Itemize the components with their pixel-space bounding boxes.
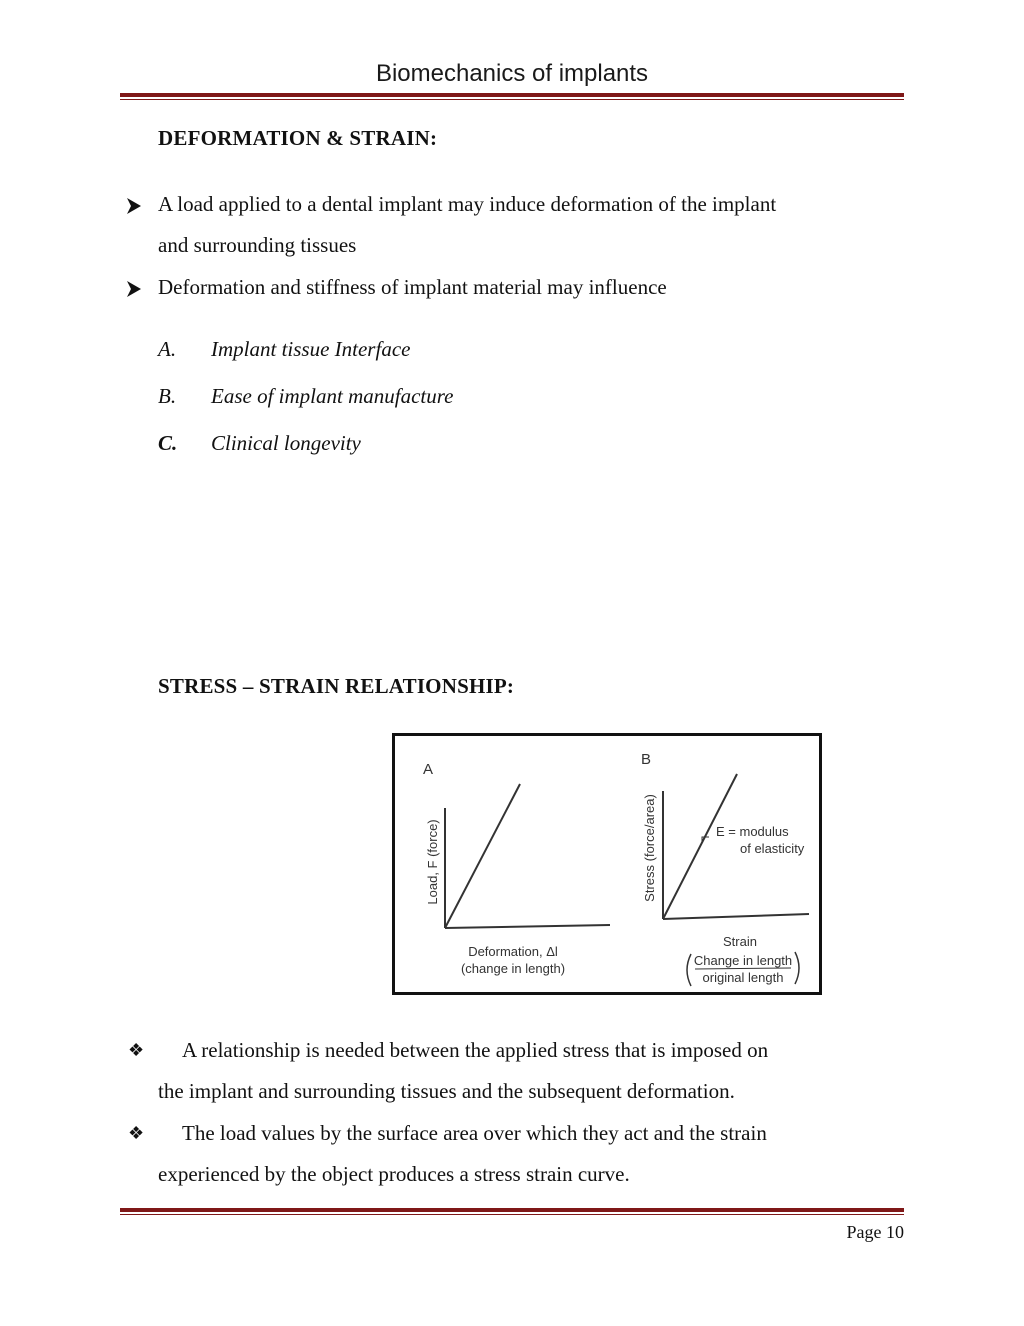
modulus-annotation: E = modulus — [716, 824, 789, 839]
elasticity-annotation: of elasticity — [740, 841, 805, 856]
list-item-c: Clinical longevity — [211, 431, 361, 455]
page-number: Page 10 — [846, 1222, 904, 1242]
panel-b-x-axis — [663, 914, 809, 919]
bullet4-line2: experienced by the object produces a stress strain curve. — [158, 1162, 630, 1186]
header-rule — [120, 93, 904, 100]
diamond-bullet-icon: ❖ — [128, 1040, 145, 1060]
panel-b-xlabel: Strain — [723, 934, 757, 949]
deformation-heading: DEFORMATION & STRAIN: — [158, 126, 438, 150]
list-item-b: Ease of implant manufacture — [211, 384, 454, 408]
bullet3-line2: the implant and surrounding tissues and the subsequent deformation. — [158, 1079, 735, 1103]
panel-a-xlabel: Deformation, Δl — [468, 944, 558, 959]
stress-strain-heading: STRESS – STRAIN RELATIONSHIP: — [158, 674, 515, 698]
header-title: Biomechanics of implants — [375, 60, 649, 87]
list-letter-c: C. — [158, 431, 178, 455]
list-item-a: Implant tissue Interface — [211, 337, 411, 361]
fraction-bar — [695, 968, 791, 969]
panel-a-xlabel-sub: (change in length) — [460, 961, 566, 976]
panel-b-denominator: original length — [702, 970, 784, 985]
panel-b-label: B — [641, 751, 652, 768]
panel-b-numerator: Change in length — [693, 953, 793, 968]
bullet1-line1: A load applied to a dental implant may induce deformation of the implant — [158, 192, 777, 216]
diamond-bullet-icon: ❖ — [128, 1123, 145, 1143]
panel-a-curve — [445, 784, 520, 928]
bullet1-line2: and surrounding tissues — [158, 233, 357, 257]
panel-a-x-axis — [445, 925, 610, 928]
list-letter-a: A. — [158, 337, 177, 361]
stress-strain-figure — [392, 733, 822, 995]
panel-a-ylabel: Load, F (force) — [425, 819, 440, 905]
panel-a-label: A — [423, 761, 434, 778]
bullet3-line1: A relationship is needed between the applied stress that is imposed on — [182, 1038, 769, 1062]
arrow-bullet-icon — [124, 196, 144, 216]
arrow-bullet-icon — [124, 279, 144, 299]
right-paren — [795, 952, 799, 984]
panel-b-curve — [663, 774, 737, 919]
bullet2-text: Deformation and stiffness of implant material may influence — [158, 275, 667, 299]
left-paren — [687, 954, 691, 986]
list-letter-b: B. — [158, 384, 177, 408]
panel-b-ylabel: Stress (force/area) — [642, 794, 657, 902]
footer-rule — [120, 1208, 904, 1215]
bullet4-line1: The load values by the surface area over which they act and the strain — [182, 1121, 767, 1145]
